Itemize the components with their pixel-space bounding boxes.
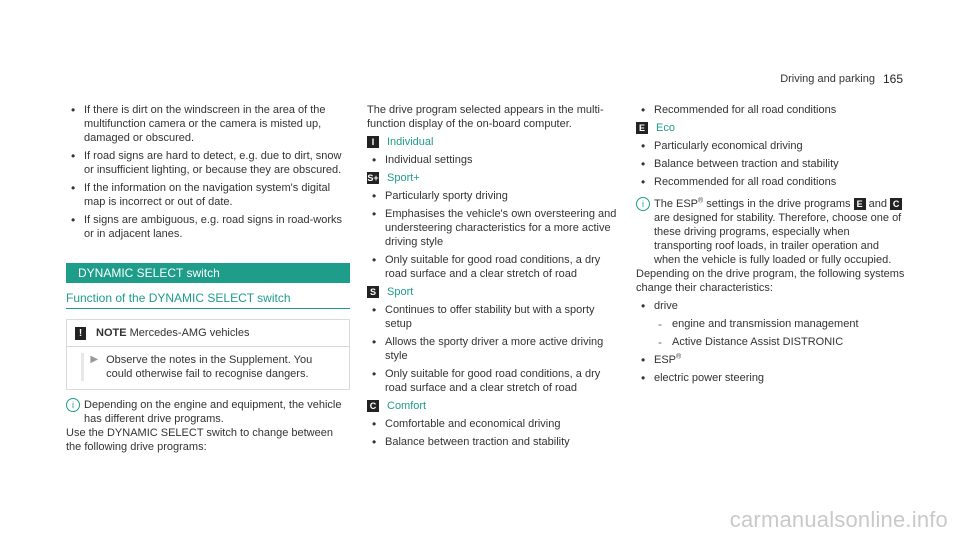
section-heading: DYNAMIC SELECT switch [66,263,350,283]
list-item: • Recommended for all road conditions [636,175,908,189]
list-item: • Only suitable for good road conditions, a dry road surface and a clear stretch of road [367,253,617,281]
individual-icon: I [367,136,379,148]
mode-sport-plus [367,171,617,185]
list-item: • Recommended for all road conditions [636,103,908,117]
sub-list-item: - engine and transmission management [654,317,908,331]
mode-title: Sport+ [387,172,420,184]
mode-individual [367,135,617,149]
systems-list [636,299,908,385]
sport-plus-icon: S+ [367,173,379,183]
tip-text: Depending on the engine and equipment, the vehicle has different drive programs. [84,399,342,425]
watermark: carmanualsonline.info [729,507,948,532]
arrow-right-icon: ▶ [90,354,99,365]
eco-icon: E [854,198,866,210]
column-1 [66,103,350,454]
list-item: • Particularly economical driving [636,139,908,153]
info-icon: i [636,197,650,211]
mode-items [636,139,908,189]
paragraph: Depending on the drive program, the following systems change their characteristics: [636,268,905,294]
sub-list-item: - Active Distance Assist DISTRONIC [654,335,908,349]
tip-text [654,198,902,266]
note-label: NOTE [96,327,127,339]
mode-items [367,303,617,395]
page-number: 165 [882,72,903,86]
tip [66,398,350,426]
list-item-label: drive [654,300,678,312]
header-title: Driving and parking [780,73,875,85]
warning-icon: ! [75,327,86,340]
mode-items [636,103,908,117]
note-side-bar [81,353,84,381]
list-item [636,299,908,349]
mode-title: Individual [387,136,434,148]
conditions-list [66,103,350,241]
mode-items [367,417,617,449]
list-item: • If there is dirt on the windscreen in the area of the multifunction camera or the camera is misted up, damaged or obscured. [66,103,350,145]
mode-title: Sport [387,286,414,298]
list-item: • Continues to offer stability but with a sporty setup [367,303,617,331]
mode-title: Comfort [387,400,427,412]
note-text: Observe the notes in the Supplement. You could otherwise fail to recognise dangers. [106,354,313,380]
sport-icon: S [367,286,379,298]
list-item [636,353,908,367]
paragraph: The drive program selected appears in the multi-function display of the on-board computer. [367,104,604,130]
mode-title: Eco [656,122,675,134]
note-body [67,347,349,389]
page-header [780,72,903,86]
comfort-icon: C [890,198,902,210]
note-box [66,319,350,390]
tip [636,197,908,267]
list-item: • electric power steering [636,371,908,385]
list-item-label: ESP [654,354,677,366]
tip-part: are designed for stability. Therefore, choose one of these driving programs, especially when transporting roof loads, in trailer operation and when the vehicle is fully loaded or fully occupied. [654,212,902,266]
note-subject: Mercedes-AMG vehicles [129,327,250,339]
column-3 [636,103,908,389]
mode-eco [636,121,908,135]
list-item: • Comfortable and economical driving [367,417,617,431]
eco-icon: E [636,122,648,134]
list-item: • Only suitable for good road conditions, a dry road surface and a clear stretch of road [367,367,617,395]
tip-part: and [865,198,891,210]
info-icon: i [66,398,80,412]
list-item: • Particularly sporty driving [367,189,617,203]
list-item: • Individual settings [367,153,617,167]
note-header [67,320,349,347]
list-item: • If the information on the navigation system's digital map is incorrect or out of date. [66,181,350,209]
column-2 [367,103,617,453]
mode-items [367,189,617,281]
paragraph: Use the DYNAMIC SELECT switch to change between the following drive programs: [66,427,333,453]
list-item: • Allows the sporty driver a more active driving style [367,335,617,363]
registered-mark: ® [676,353,682,361]
list-item: • If signs are ambiguous, e.g. road signs in road-works or in adjacent lanes. [66,213,350,241]
list-item: • Balance between traction and stability [367,435,617,449]
subsection-heading: Function of the DYNAMIC SELECT switch [66,291,350,309]
list-item: • If road signs are hard to detect, e.g. due to dirt, snow or insufficient lighting, or because they are obscured. [66,149,350,177]
list-item: • Balance between traction and stability [636,157,908,171]
comfort-icon: C [367,400,379,412]
tip-part: The ESP [654,198,699,210]
registered-mark: ® [698,197,704,205]
mode-comfort [367,399,617,413]
mode-sport [367,285,617,299]
list-item: • Emphasises the vehicle's own oversteering and understeering characteristics for a more active driving style [367,207,617,249]
mode-items [367,153,617,167]
tip-part: settings in the drive programs [703,198,854,210]
sub-list [636,317,908,349]
